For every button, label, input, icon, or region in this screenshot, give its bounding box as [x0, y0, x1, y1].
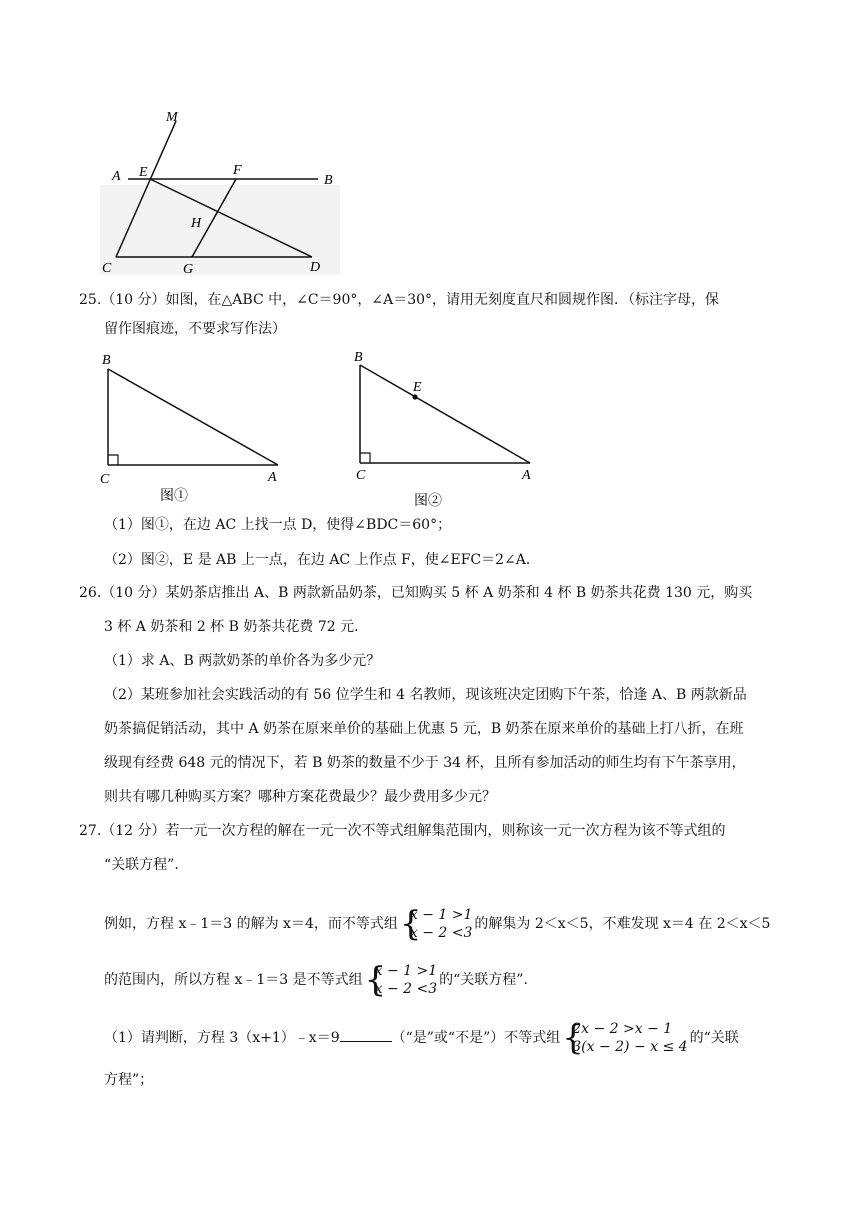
q26-line-3: （1）求 A、B 两款奶茶的单价各为多少元？ — [104, 653, 381, 669]
q27-part-1: （1）请判断，方程 3（x+1）﹣x＝9 （“是”或“不是”）不等式组 { 2x − 2 >x − 1 3(x − 2) − x ≤ 4 的“关联 — [104, 1018, 739, 1058]
q26-line-6: 级现有经费 648 元的情况下，若 B 奶茶的数量不少于 34 杯，且所有参加活动的师生均有下午茶享用， — [104, 755, 746, 771]
fig1-label-a: A — [268, 470, 277, 485]
inequality-system-2: { x − 1 >1 x − 2 <3 — [364, 960, 438, 1000]
fig2-label-b: B — [354, 350, 363, 365]
fig2-label-e: E — [413, 380, 422, 395]
point-e — [412, 394, 417, 399]
q25-part-2: （2）图②，E 是 AB 上一点，在边 AC 上作点 F，使∠EFC＝2∠A． — [104, 552, 540, 568]
inequality-system-3: { 2x − 2 >x − 1 3(x − 2) − x ≤ 4 — [562, 1018, 688, 1058]
fig2-label-a: A — [522, 468, 531, 483]
label-c: C — [102, 261, 112, 276]
q27-example-2: 的范围内，所以方程 x﹣1＝3 是不等式组 { x − 1 >1 x − 2 <3 的“关联方程”. — [104, 960, 528, 1000]
q25-part-1: （1）图①，在边 AC 上找一点 D，使得∠BDC＝60°； — [104, 517, 452, 533]
q25-title: 25.（10 分）如图，在△ABC 中，∠C＝90°，∠A＝30°，请用无刻度直尺和圆规作图．（标注字母，保 — [79, 292, 720, 308]
fig1-label-c: C — [100, 472, 110, 487]
label-f: F — [233, 163, 242, 178]
inequality-system-1: { x − 1 >1 x − 2 <3 — [399, 904, 473, 944]
label-h: H — [191, 216, 202, 231]
q26-line-5: 奶茶搞促销活动，其中 A 奶茶在原来单价的基础上优惠 5 元，B 奶茶在原来单价的基础上打八折，在班 — [104, 721, 744, 737]
q25-title-2: 留作图痕迹，不要求写作法） — [104, 321, 286, 337]
q24-figure — [100, 105, 340, 280]
q26-line-7: 则共有哪几种购买方案？哪种方案花费最少？最少费用多少元？ — [104, 789, 496, 805]
label-m: M — [166, 110, 178, 125]
label-a: A — [112, 169, 121, 184]
answer-blank[interactable] — [340, 1027, 392, 1042]
fig1-caption: 图① — [160, 489, 188, 504]
q27-part-1-cont: 方程”； — [104, 1072, 154, 1088]
fig2-caption: 图② — [414, 494, 442, 509]
q26-line-4: （2）某班参加社会实践活动的有 56 位学生和 4 名教师，现该班决定团购下午茶，恰逢 A、B 两款新品 — [104, 687, 747, 703]
label-b: B — [324, 173, 333, 188]
fig2-label-c: C — [356, 468, 366, 483]
q27-example-1: 例如，方程 x﹣1＝3 的解为 x＝4，而不等式组 { x − 1 >1 x − 2 <3 的解集为 2＜x＜5，不难发现 x＝4 在 2＜x＜5 — [104, 904, 771, 944]
label-g: G — [183, 262, 194, 277]
q25-figure-1 — [98, 345, 298, 505]
q27-line-1: 27.（12 分）若一元一次方程的解在一元一次不等式组解集范围内，则称该一元一次方程为该不等式组的 — [79, 823, 726, 839]
q25-figure-2 — [350, 345, 550, 510]
fig1-label-b: B — [102, 353, 111, 368]
label-e: E — [139, 165, 148, 180]
q26-line-1: 26.（10 分）某奶茶店推出 A、B 两款新品奶茶，已知购买 5 杯 A 奶茶和 4 杯 B 奶茶共花费 130 元，购买 — [79, 585, 753, 601]
label-d: D — [310, 260, 321, 275]
q26-line-2: 3 杯 A 奶茶和 2 杯 B 奶茶共花费 72 元． — [104, 619, 369, 635]
q27-line-2: “关联方程”. — [104, 857, 179, 873]
